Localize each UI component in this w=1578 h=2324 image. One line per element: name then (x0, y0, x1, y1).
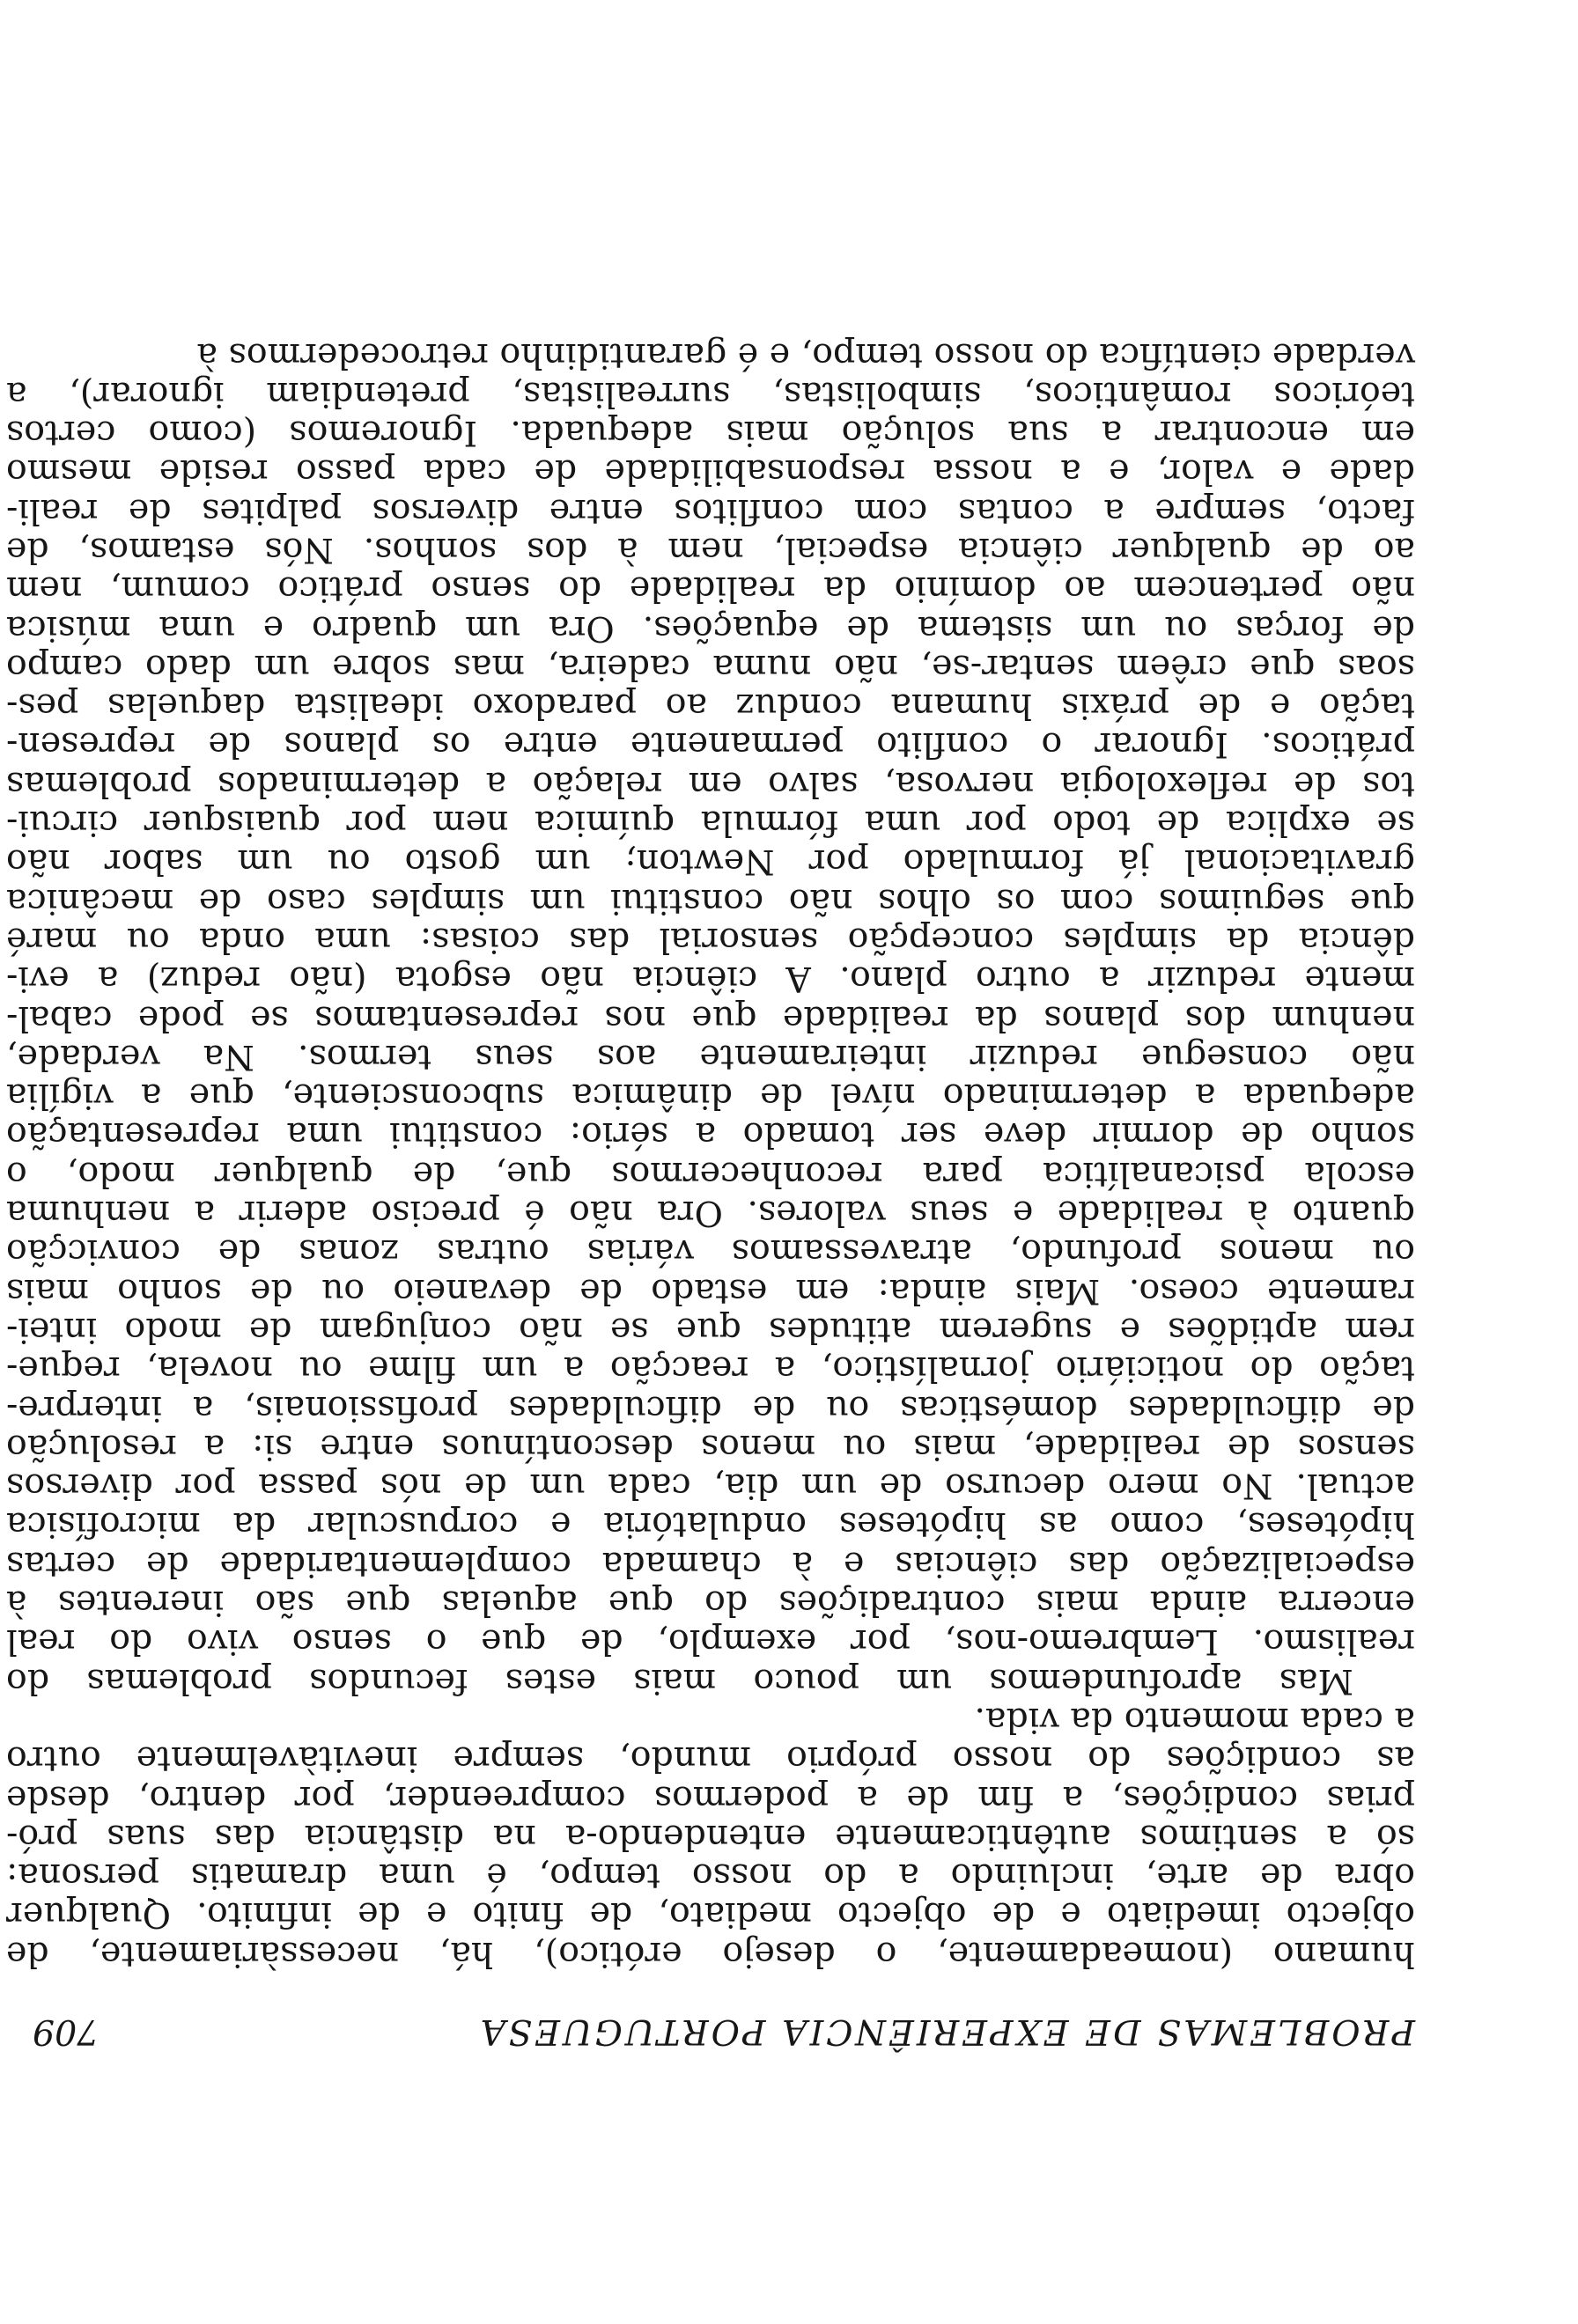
text-line: ramente coeso. Mais ainda: em estado de devaneio ou de sonho mais (6, 1270, 1415, 1312)
text-line: humano (nomeadamente, o desejo erótico), há, necessàriamente, de (6, 1933, 1415, 1975)
text-line: de forças ou um sistema de equações. Ora um quadro e uma música (6, 607, 1415, 649)
text-line: gravitacional já formulado por Newton; um gosto ou um sabor não (6, 842, 1415, 883)
text-line: obra de arte, incluindo a do nosso tempo, é uma dramatis persona: (6, 1856, 1415, 1897)
text-line: prias condições, a fim de a podermos compreender, por dentro, desde (6, 1777, 1415, 1819)
text-line: não pertencem ao domínio da realidade do senso prático comum, nem (6, 569, 1415, 610)
text-line: práticos. Ignorar o conflito permanente entre os planos de represen- (6, 724, 1415, 766)
text-line: escola psicanalítica para reconhecermos que, de qualquer modo, o (6, 1153, 1415, 1195)
text-line: Mas aprofundemos um pouco mais estes fecundos problemas do (6, 1660, 1353, 1702)
text-line: tação do noticiário jornalístico, a reacção a um filme ou novela, reque- (6, 1349, 1415, 1390)
text-line: actual. No mero decurso de um dia, cada um de nós passa por diversos (6, 1466, 1415, 1507)
text-line: nenhum dos planos da realidade que nos representamos se pode cabal- (6, 997, 1415, 1039)
text-line: a cada momento da vida. (974, 1699, 1415, 1740)
text-line: tação e de práxis humana conduz ao paradoxo idealista daquelas pes- (6, 686, 1415, 727)
text-line: ao de qualquer ciência especial, nem à dos sonhos. Nós estamos, de (6, 530, 1415, 571)
text-line: dade e valor, e a nossa responsabilidade de cada passo reside mesmo (6, 452, 1415, 493)
text-line: de dificuldades domésticas ou de dificuldades profissionais, a interpre- (6, 1387, 1415, 1429)
body-text (6, 335, 1415, 1973)
running-title: PROBLEMAS DE EXPERIÊNCIA PORTUGUESA (477, 2011, 1415, 2052)
text-line: quanto à realidade e seus valores. Ora não é preciso aderir a nenhuma (6, 1193, 1415, 1234)
text-line: ou menos profundo, atravessamos várias outras zonas de convicção (6, 1232, 1415, 1273)
text-line: encerra ainda mais contradições do que aquelas que são inerentes à (6, 1583, 1415, 1624)
text-line: tos de reflexologia nervosa, salvo em relação a determinados problemas (6, 763, 1415, 805)
text-line: teóricos românticos, simbolistas, surrealistas, pretendiam ignorar), a (6, 373, 1415, 415)
text-line: sensos de realidade, mais ou menos descontínuos entre si: a resolução (6, 1426, 1415, 1467)
text-line: adequada a determinado nível de dinâmica subconsciente, que a vigília (6, 1076, 1415, 1117)
page-number: 709 (33, 2011, 100, 2052)
text-line: as condições do nosso próprio mundo, sempre inevitàvelmente outro (6, 1739, 1415, 1780)
text-line: sonho de dormir deve ser tomado a sério: constitui uma representação (6, 1114, 1415, 1156)
running-head (6, 2012, 1415, 2051)
text-block (6, 335, 1415, 2051)
text-line: hipóteses, como as hipóteses ondulatória e corpuscular da microfísica (6, 1504, 1415, 1546)
text-line: só a sentimos autênticamente entendendo-a na distância das suas pró- (6, 1816, 1415, 1857)
text-line: dência da simples concepção sensorial das coisas: uma onda ou maré (6, 919, 1415, 960)
paragraph (6, 335, 1415, 1700)
text-line: em encontrar a sua solução mais adequada. Ignoremos (como certos (6, 413, 1415, 454)
text-line: mente reduzir a outro plano. A ciência não esgota (não reduz) a evi- (6, 959, 1415, 1000)
text-line: rem aptidões e sugerem atitudes que se não conjugam de modo intei- (6, 1309, 1415, 1350)
text-line: realismo. Lembremo-nos, por exemplo, de que o senso vivo do real (6, 1622, 1415, 1663)
text-line: soas que crêem sentar-se, não numa cadeira, mas sobre um dado campo (6, 646, 1415, 688)
text-line: verdade científica do nosso tempo, e é garantidinho retrocedermos à (196, 335, 1415, 376)
text-line: se explica de todo por uma fórmula química nem por quaisquer circui- (6, 803, 1415, 844)
text-line: especialização das ciências e à chamada complementaridade de certas (6, 1543, 1415, 1585)
text-line: facto, sempre a contas com conflitos entre diversos palpites de reali- (6, 490, 1415, 532)
text-line: objecto imediato e de objecto mediato, de finito e de infinito. Qualquer (6, 1894, 1415, 1936)
paragraph (6, 1701, 1415, 1974)
text-line: não consegue reduzir inteiramente aos seus termos. Na verdade, (6, 1036, 1415, 1077)
text-line: que seguimos com os olhos não constitui um simples caso de mecânica (6, 880, 1415, 922)
